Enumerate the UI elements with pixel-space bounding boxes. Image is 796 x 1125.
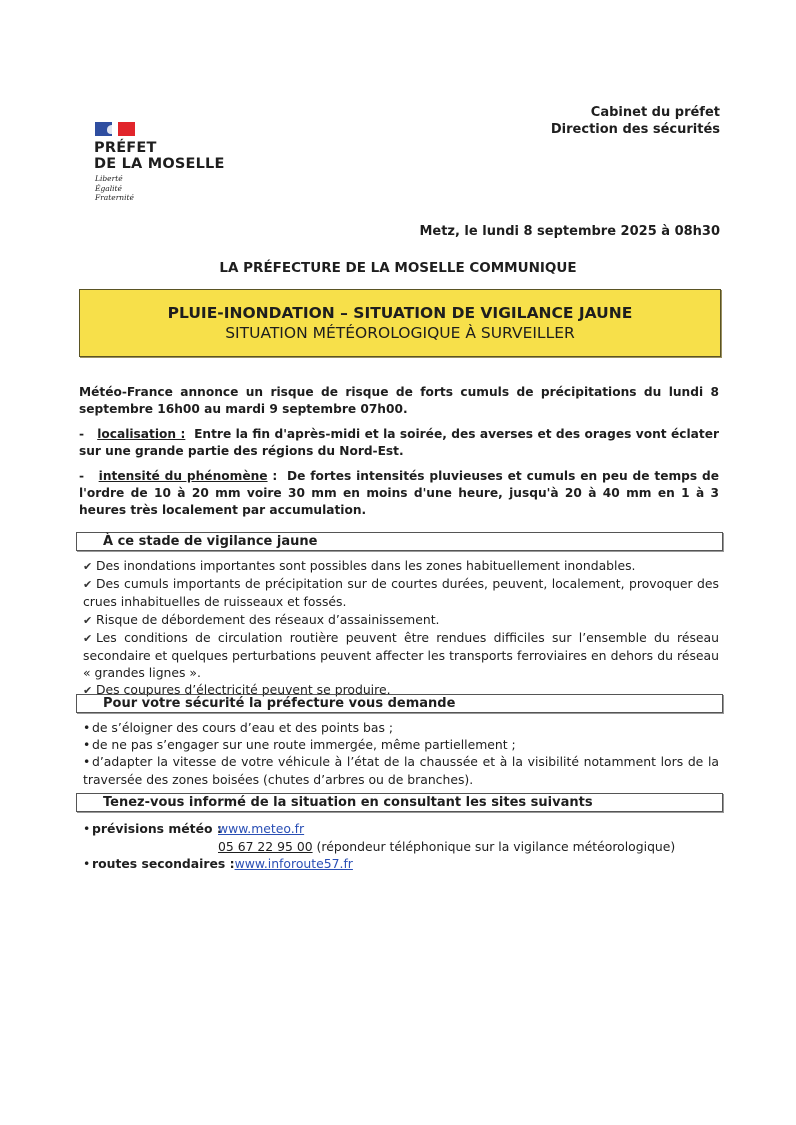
motto-egalite: Égalité (95, 183, 122, 193)
list-item: • de ne pas s’engager sur une route immergée, même partiellement ; (83, 737, 516, 753)
list-item: ✔ Des coupures d’électricité peuvent se produire. (83, 681, 719, 699)
checkmark-icon: ✔ (83, 684, 93, 698)
bullet-icon: • (83, 720, 91, 735)
meteo-link[interactable]: www.meteo.fr (218, 821, 305, 836)
list-item: ✔ Les conditions de circulation routière peuvent être rendues difficiles sur l’ensemble du réseau secondaire et quelques perturbations peuvent affecter les transports ferroviaires en dehors du réseau « grandes lignes ». (83, 629, 719, 681)
vigilance-alert-banner (79, 289, 721, 357)
phone-row (83, 838, 676, 856)
alert-subtitle: SITUATION MÉTÉOROLOGIQUE À SURVEILLER (225, 324, 575, 342)
bullet-icon: • (83, 856, 91, 871)
routes-link[interactable]: www.inforoute57.fr (234, 856, 353, 871)
colon: : (267, 469, 287, 483)
section-header-securite (76, 694, 723, 713)
meteo-row (83, 820, 353, 838)
republic-motto (95, 174, 134, 203)
logo-title-line1: PRÉFET (94, 140, 157, 156)
marianne-profile-icon (107, 125, 116, 134)
communique-heading: LA PRÉFECTURE DE LA MOSELLE COMMUNIQUE (219, 260, 577, 276)
vigilance-list (83, 557, 719, 700)
bullet-icon: • (83, 737, 91, 753)
list-item: ✔ Risque de débordement des réseaux d’assainissement. (83, 611, 719, 629)
list-item: • d’adapter la vitesse de votre véhicule à l’état de la chaussée et à la visibilité notamment lors de la traversée des zones boisées (chutes d’arbres ou de branches). (83, 754, 719, 787)
routes-row (83, 855, 353, 873)
routes-label: routes secondaires : (92, 856, 235, 871)
dash: - (79, 427, 98, 441)
prefecture-logo-title (94, 140, 225, 172)
intensite-label: intensité du phénomène (98, 469, 268, 483)
localisation-text: Entre la fin d'après-midi et la soirée, des averses et des orages vont éclater sur une grande partie des régions du Nord-Est. (79, 427, 719, 458)
logo-title-line2: DE LA MOSELLE (94, 156, 225, 172)
checkmark-icon: ✔ (83, 578, 93, 592)
date-place: Metz, le lundi 8 septembre 2025 à 08h30 (419, 224, 720, 239)
section-title-info: Tenez-vous informé de la situation en consultant les sites suivants (103, 795, 593, 810)
section-title-vigilance: À ce stade de vigilance jaune (103, 534, 318, 549)
bullet-icon: • (83, 754, 91, 770)
info-links (83, 820, 676, 873)
meteo-label: prévisions météo : (92, 821, 222, 836)
securite-list (83, 719, 719, 788)
checkmark-icon: ✔ (83, 631, 93, 645)
phone-line (218, 838, 675, 856)
dash: - (79, 469, 99, 483)
checkmark-icon: ✔ (83, 560, 93, 573)
intensite-paragraph (79, 468, 719, 519)
alert-title: PLUIE-INONDATION – SITUATION DE VIGILANCE JAUNE (167, 304, 633, 322)
motto-liberte: Liberté (95, 174, 123, 183)
republic-flag-icon (95, 122, 135, 136)
office-line1: Cabinet du préfet (590, 105, 720, 120)
phone-note: (répondeur téléphonique sur la vigilance météorologique) (316, 838, 676, 854)
issuing-office (551, 104, 720, 138)
checkmark-icon: ✔ (83, 613, 93, 627)
localisation-paragraph (79, 426, 719, 460)
flag-red-band (118, 122, 135, 136)
section-header-info (76, 793, 723, 812)
bullet-icon: • (83, 821, 91, 836)
intensite-text: De fortes intensités pluvieuses et cumuls en peu de temps de l'ordre de 10 à 20 mm voire 30 mm en moins d'une heure, jusqu'à 20 à 40 mm en 1 à 3 heures très localement par accumulation. (79, 469, 719, 517)
list-item: ✔ Des inondations importantes sont possibles dans les zones habituellement inondables. (83, 557, 719, 575)
motto-fraternite: Fraternité (95, 193, 134, 202)
section-header-vigilance (76, 532, 723, 551)
list-item: ✔ Des cumuls importants de précipitation sur de courtes durées, peuvent, localement, provoquer des crues inhabituelles de ruisseaux et fossés. (83, 576, 719, 610)
office-line2: Direction des sécurités (550, 122, 720, 137)
list-item: • de s’éloigner des cours d’eau et des points bas ; (83, 720, 394, 735)
section-title-securite: Pour votre sécurité la préfecture vous demande (103, 696, 456, 711)
intro-paragraph: Météo-France annonce un risque de risque de forts cumuls de précipitations du lundi 8 septembre 16h00 au mardi 9 septembre 07h00. (79, 385, 719, 416)
localisation-label: localisation : (97, 427, 186, 441)
phone-number[interactable]: 05 67 22 95 00 (218, 838, 313, 854)
